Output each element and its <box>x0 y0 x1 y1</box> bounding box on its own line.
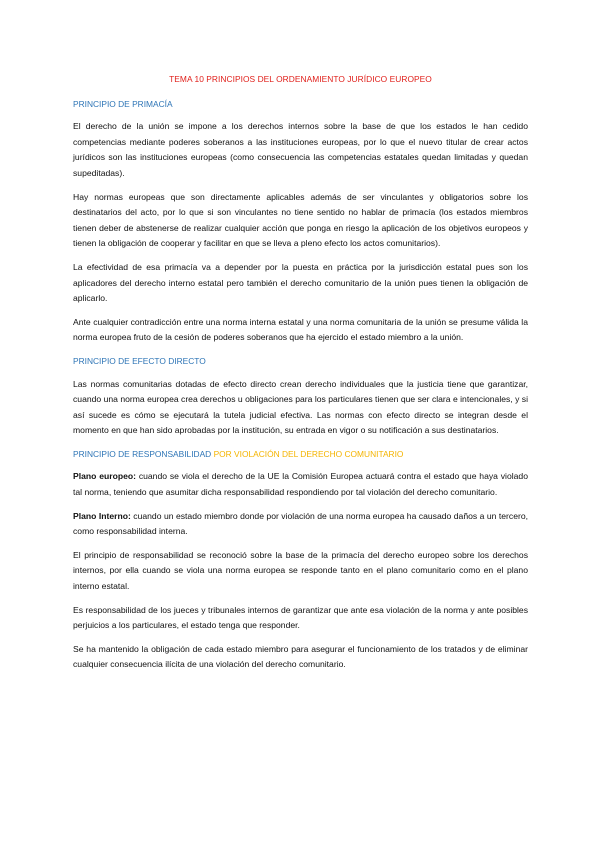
paragraph-plano-interno <box>73 509 528 540</box>
paragraph: Es responsabilidad de los jueces y tribunales internos de garantizar que ante esa violación de la norma y ante posibles perjuicios a los particulares, el estado tenga que responder. <box>73 604 528 631</box>
paragraph: El principio de responsabilidad se reconoció sobre la base de la primacía del derecho europeo sobre los derechos internos, por ella cuando se viola una norma europea se responde tanto en el plano comunitario como en el plano interno estatal. <box>73 549 528 592</box>
text-plano-interno: cuando un estado miembro donde por violación de una norma europea ha causado daños a un tercero, como responsabilidad interna. <box>73 510 528 537</box>
heading-responsabilidad-main: PRINCIPIO DE RESPONSABILIDAD <box>73 448 212 459</box>
paragraph: Se ha mantenido la obligación de cada estado miembro para asegurar el funcionamiento de los tratados y de eliminar cualquier consecuencia ilícita de una violación del derecho comunitario. <box>73 643 528 670</box>
text-plano-europeo: cuando se viola el derecho de la UE la Comisión Europea actuará contra el estado que haya violado tal norma, teniendo que asumitar dicha responsabilidad respondiendo por tal violación del derecho comunitario. <box>73 471 528 498</box>
heading-responsabilidad-accent: POR VIOLACIÓN DEL DERECHO COMUNITARIO <box>213 448 404 459</box>
heading-primacia: PRINCIPIO DE PRIMACÍA <box>73 98 173 109</box>
paragraph: Hay normas europeas que son directamente aplicables además de ser vinculantes y obligatorios sobre los destinatarios del acto, por lo que si son vinculantes no tiene sentido no hablar de primacía (los estados miembros tienen deber de abstenerse de realizar cualquier acción que ponga en riesgo la aplicación de los objetivos europeos y tienen la obligación de cooperar y facilitar en que se lleva a pleno efecto los actos comunitarios). <box>73 191 528 249</box>
paragraph: El derecho de la unión se impone a los derechos internos sobre la base de que los estados le han cedido competencias mediante poderes soberanos a las instituciones europeas, por lo que el nuevo titular de crear actos jurídicos son las instituciones europeas (como consecuencia las competencias estatales quedan limitadas y quedan supeditadas). <box>73 121 528 178</box>
heading-efecto-directo: PRINCIPIO DE EFECTO DIRECTO <box>73 355 206 366</box>
paragraph: Ante cualquier contradicción entre una norma interna estatal y una norma comunitaria de la unión se presume válida la norma europea fruto de la cesión de poderes soberanos que ha ejercido el estado miembro a la unión. <box>73 316 528 343</box>
heading-responsabilidad <box>73 447 528 463</box>
label-plano-interno: Plano Interno: <box>73 510 131 521</box>
paragraph-plano-europeo <box>73 469 528 500</box>
document-title: TEMA 10 PRINCIPIOS DEL ORDENAMIENTO JURÍDICO EUROPEO <box>169 74 432 84</box>
paragraph: La efectividad de esa primacía va a depender por la puesta en práctica por la jurisdicción estatal pues son los aplicadores del derecho interno estatal pero también el derecho comunitario de la unión pues tienen la obligación de aplicarlo. <box>73 261 528 304</box>
document-page <box>73 68 528 681</box>
label-plano-europeo: Plano europeo: <box>73 471 136 482</box>
paragraph: Las normas comunitarias dotadas de efecto directo crean derecho individuales que la justicia tiene que garantizar, cuando una norma europea crea derechos u obligaciones para los particulares tienen que ser clara e intencionales, y si así sucede es cómo se ejecutará la tutela judicial efectiva. Las normas con efecto directo se integran desde el momento en que han sido aprobadas por la institución, su entrada en vigor o su notificación a sus destinatarios. <box>73 378 528 436</box>
